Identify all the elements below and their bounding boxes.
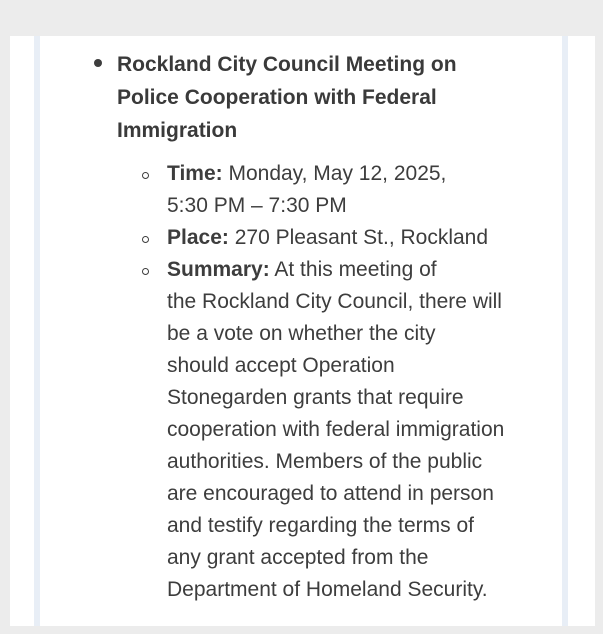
summary-label: Summary: [167,258,270,281]
bullet-dot-icon [94,59,102,67]
summary-line: and testify regarding the terms of [167,514,474,537]
time-value-line2: 5:30 PM – 7:30 PM [167,194,347,217]
event-title-line: Immigration [117,119,238,142]
event-title [117,48,517,147]
summary-line: cooperation with federal immigration [167,418,505,441]
content-border-right [562,36,568,626]
summary-line: authorities. Members of the public [167,450,483,473]
event-title-line: Police Cooperation with Federal [117,86,437,109]
place-value: 270 Pleasant St., Rockland [228,226,489,249]
sub-bullet-circle-icon [142,172,149,179]
time-value: Monday, May 12, 2025, [222,162,447,185]
event-time [167,158,547,222]
event-summary [167,254,547,606]
time-label: Time: [167,162,223,185]
summary-line: the Rockland City Council, there will [167,290,502,313]
summary-line: are encouraged to attend in person [167,482,494,505]
sub-bullet-circle-icon [142,268,149,275]
summary-line: any grant accepted from the [167,546,429,569]
summary-line: should accept Operation [167,354,395,377]
place-label: Place: [167,226,229,249]
sub-bullet-circle-icon [142,236,149,243]
summary-line: be a vote on whether the city [167,322,436,345]
summary-first-line: At this meeting of [269,258,437,281]
event-title-line: Rockland City Council Meeting on [117,53,457,76]
summary-line: Department of Homeland Security. [167,578,488,601]
event-place [167,222,547,254]
summary-line: Stonegarden grants that require [167,386,464,409]
event-list [40,36,562,626]
